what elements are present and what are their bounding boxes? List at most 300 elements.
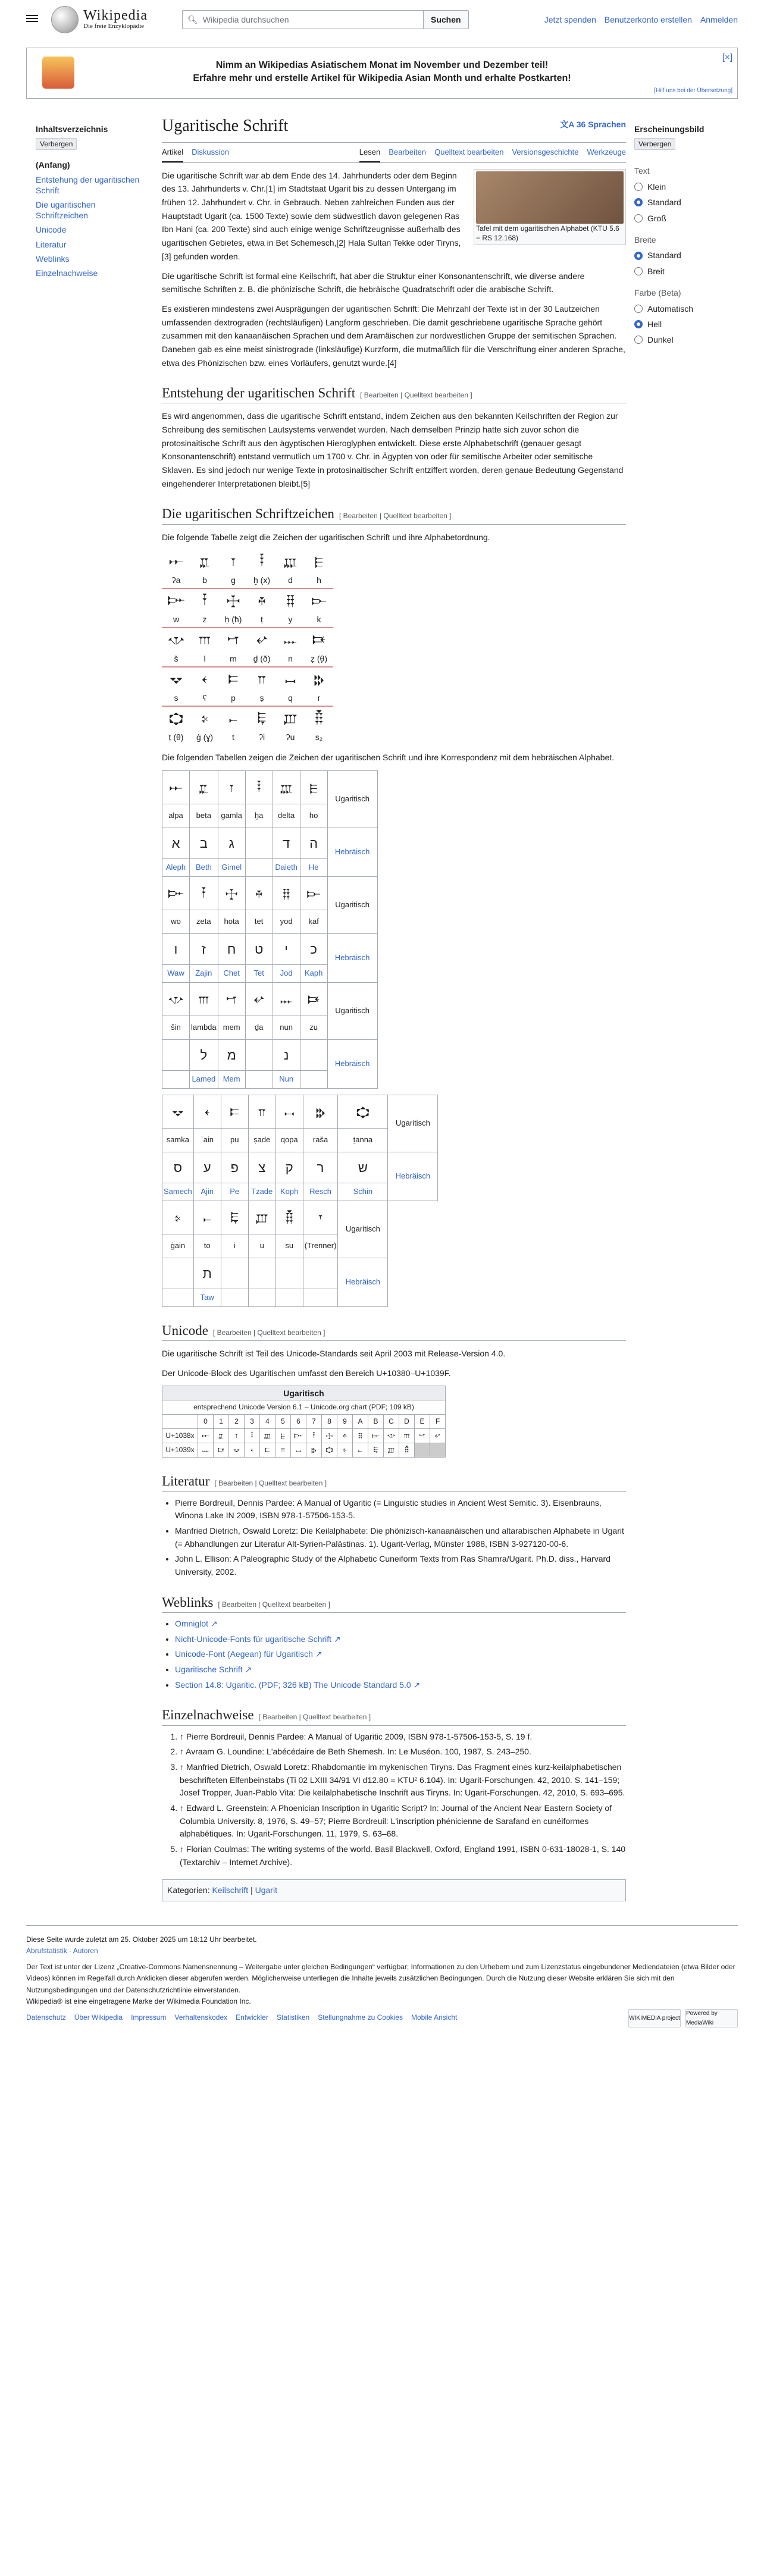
unicode-code-point: 𐎅: [275, 1429, 291, 1443]
sign-transliteration: ẓ (θ̣): [311, 654, 327, 664]
unicode-code-point: [415, 1443, 430, 1458]
hebrew-letter-cell: ב: [190, 828, 218, 858]
ugaritic-cell: 𐎛: [221, 1201, 248, 1234]
hebrew-name-link: [245, 1070, 273, 1088]
hebrew-name-link[interactable]: Chet: [218, 964, 245, 982]
external-link-icon: ↗: [208, 1618, 218, 1628]
reference-item: 1. ↑ Pierre Bordreuil, Dennis Pardee: A Manual of Ugaritic 2009, ISBN 978-1-57506-153-5, S. 19 f.: [180, 1731, 626, 1744]
banner-close-button[interactable]: [×]: [722, 52, 732, 62]
unicode-code-point: 𐎀: [198, 1429, 214, 1443]
sign-transliteration: g: [231, 575, 236, 585]
unicode-block-title: Ugaritisch: [162, 1386, 446, 1400]
ugaritic-cell: 𐎆: [162, 876, 190, 910]
sign-name-cell: (Trenner): [303, 1234, 338, 1258]
page-tabs: [162, 145, 626, 163]
ugaritic-sign: 𐎊: [286, 593, 295, 609]
hebrew-name-link[interactable]: Zajin: [190, 964, 218, 982]
sign-transliteration: d: [288, 575, 293, 585]
ugaritic-sign: 𐎕: [257, 671, 267, 688]
weblink-item: [175, 1663, 626, 1676]
ugaritic-sign: 𐎗: [314, 671, 324, 688]
sign-name-cell: nun: [273, 1016, 300, 1039]
mediawiki-badge[interactable]: Powered by MediaWiki: [685, 2009, 738, 2027]
wikipedia-logo[interactable]: [51, 6, 148, 33]
hebrew-name-link[interactable]: Pe: [221, 1183, 248, 1201]
sign-name-cell: qopa: [275, 1128, 303, 1152]
hebrew-letter-cell: ע: [193, 1152, 221, 1183]
external-link[interactable]: Ugaritische Schrift ↗: [175, 1665, 252, 1675]
row-label-ugaritic: Ugaritisch: [388, 1095, 438, 1152]
ugaritic-sign: 𐎜: [283, 710, 298, 727]
unicode-code-point: 𐎕: [275, 1443, 291, 1458]
literature-item: • John L. Ellison: A Paleographic Study of the Alphabetic Cuneiform Texts from Ras Shamra/Ugarit. Ph.D. diss., Harvard University, 2002.: [175, 1553, 626, 1578]
row-label-ugaritic: Ugaritisch: [327, 876, 377, 933]
license-text: Der Text ist unter der Lizenz „Creative-Commons Namensnennung – Weitergabe unter gleichen Bedingungen“ verfügbar; Informationen zu den Urhebern und zum Lizenzstatus eingebundener Mediendateien (etwa Bilder oder Videos) können im Regelfall durch Anklicken dieser abgerufen werden. Möglicherweise unterliegen die Inhalte jeweils zusätzlichen Bedingungen. Durch die Nutzung dieser Website erklären Sie sich mit den Nutzungsbedingungen und der Datenschutzrichtlinie einverstanden.: [26, 1963, 735, 1994]
unicode-column-header: 4: [260, 1415, 275, 1429]
unicode-code-point: 𐎛: [368, 1443, 384, 1458]
unicode-code-point: 𐎈: [322, 1429, 337, 1443]
ugaritic-sign: 𐎂: [230, 553, 236, 570]
sign-transliteration: ṯ (θ): [168, 732, 184, 742]
toc-item-signs[interactable]: Die ugaritischen Schriftzeichen: [36, 199, 96, 221]
sign-name-cell: gamla: [218, 804, 245, 828]
hebrew-letter-cell: פ: [221, 1152, 248, 1183]
ugaritic-sign: 𐎅: [314, 553, 324, 570]
ugaritic-cell: 𐎘: [338, 1095, 388, 1128]
sign-name-cell: su: [275, 1234, 303, 1258]
hebrew-letter-cell: [300, 1039, 327, 1070]
sign-name-cell: ḏa: [245, 1016, 273, 1039]
asian-month-logo: [42, 57, 74, 89]
unicode-column-header: E: [415, 1415, 430, 1429]
ugaritic-cell: 𐎜: [248, 1201, 275, 1234]
sign-name-cell: mem: [218, 1016, 245, 1039]
ugaritic-sign: 𐎄: [283, 553, 298, 570]
reference-item: 3. ↑ Manfried Dietrich, Oswald Loretz: Rhabdomantie im mykenischen Tiryns. Das Fragment eines kurz-keilalphabetischen beschrifteten Elfenbeinstabs (Ti 02 LXIII 34/91 VI d12.80 = KTU² 6.104). In: Ugarit-Forschungen. 42, 2010. S. 141–159; Josef Tropper, Juan-Pablo Vita: Die keilalphabetische Inschrift aus Tiryns. In: Ugarit-Forschungen. 42, 2010, S. 693–695.: [180, 1761, 626, 1800]
sign-transliteration: n: [288, 654, 293, 664]
stats-links[interactable]: Abrufstatistik · Autoren: [26, 1947, 98, 1955]
sign-transliteration: b: [202, 575, 207, 585]
sign-transliteration: ʔa: [171, 575, 181, 585]
login-link[interactable]: Anmelden: [700, 15, 738, 24]
create-account-link[interactable]: Benutzerkonto erstellen: [604, 15, 692, 24]
wikimedia-badge[interactable]: WIKIMEDIA project: [628, 2009, 681, 2027]
unicode-code-point: 𐎙: [337, 1443, 353, 1458]
hebrew-name-link: [248, 1289, 275, 1306]
section-heading-unicode: Unicode [ Bearbeiten | Quelltext bearbeiten ]: [162, 1321, 626, 1341]
hebrew-letter-cell: א: [162, 828, 190, 858]
thumbnail-figure: [474, 169, 626, 245]
text-size-small-radio[interactable]: Klein: [634, 180, 747, 193]
main-menu-icon[interactable]: [26, 13, 38, 25]
sign-table: [162, 550, 626, 745]
sign-transliteration: h: [317, 575, 321, 585]
row-label-hebrew: Hebräisch: [338, 1258, 388, 1306]
unicode-block-table: [162, 1386, 446, 1458]
sign-transliteration: s: [174, 693, 179, 703]
category-link[interactable]: Keilschrift: [212, 1885, 249, 1895]
hebrew-letter-cell: כ: [300, 933, 327, 964]
ugaritic-cell: 𐎍: [190, 982, 218, 1016]
hebrew-name-link: [300, 1070, 327, 1088]
ugaritic-cell: 𐎟: [303, 1201, 338, 1234]
sign-transliteration: s₂: [315, 732, 323, 742]
sign-transliteration: r: [317, 693, 321, 703]
sign-name-cell: ṣade: [248, 1128, 275, 1152]
sign-name-cell: delta: [273, 804, 300, 828]
footer-link[interactable]: Über Wikipedia: [74, 2013, 123, 2022]
unicode-code-point: 𐎋: [368, 1429, 384, 1443]
external-link[interactable]: Section 14.8: Ugaritic. (PDF; 326 kB) The Unicode Standard 5.0 ↗: [175, 1679, 421, 1690]
width-label: Breite: [634, 234, 656, 245]
hebrew-name-link[interactable]: Beth: [190, 858, 218, 876]
unicode-code-point: 𐎂: [229, 1429, 245, 1443]
edit-section-link[interactable]: [ Bearbeiten | Quelltext bearbeiten ]: [360, 391, 472, 400]
tab-article[interactable]: Artikel: [162, 146, 183, 162]
tab-discussion[interactable]: Diskussion: [192, 148, 229, 156]
hebrew-name-link: [303, 1289, 338, 1306]
unicode-block-subtitle: entsprechend Unicode Version 6.1 – Unicode.org chart (PDF; 109 kB): [162, 1400, 446, 1415]
hebrew-letter-cell: [245, 1039, 273, 1070]
search-input[interactable]: [182, 10, 424, 29]
hebrew-name-link[interactable]: Gimel: [218, 858, 245, 876]
signs-after: Die folgenden Tabellen zeigen die Zeichen der ugaritischen Schrift und ihre Korrespondenz mit dem hebräischen Alphabet.: [162, 753, 615, 763]
tab-read[interactable]: Lesen: [359, 146, 380, 162]
unicode-code-point: 𐎄: [260, 1429, 275, 1443]
ugaritic-sign: 𐎇: [202, 593, 208, 609]
unicode-column-header: D: [399, 1415, 415, 1429]
sign-name-cell: tet: [245, 910, 273, 933]
edit-section-link[interactable]: [ Bearbeiten | Quelltext bearbeiten ]: [339, 512, 452, 521]
sign-name-cell: kaf: [300, 910, 327, 933]
row-label-ugaritic: Ugaritisch: [327, 982, 377, 1039]
toc-hide-button[interactable]: Verbergen: [36, 138, 77, 150]
footer-link[interactable]: Verhaltenskodex: [174, 2013, 228, 2022]
hebrew-name-link[interactable]: Mem: [218, 1070, 245, 1088]
row-label-hebrew: Hebräisch: [327, 828, 377, 876]
globe-icon: [51, 6, 79, 33]
weblink-item: [175, 1633, 626, 1646]
hebrew-name-link[interactable]: Schin: [338, 1183, 388, 1201]
unicode-code-point: 𐎆: [291, 1429, 306, 1443]
footer-link[interactable]: Statistiken: [276, 2013, 310, 2022]
search-button[interactable]: Suchen: [424, 10, 469, 29]
hebrew-name-link[interactable]: Waw: [162, 964, 190, 982]
hebrew-letter-cell: ד: [273, 828, 300, 858]
ugaritic-sign: 𐎌: [168, 632, 184, 648]
unicode-code-point: 𐎊: [353, 1429, 368, 1443]
correspondence-table: [162, 1095, 438, 1307]
toc-item-references[interactable]: Einzelnachweise: [36, 268, 98, 278]
row-label-ugaritic: Ugaritisch: [338, 1201, 388, 1258]
unicode-code-point: 𐎁: [214, 1429, 229, 1443]
hebrew-letter-cell: ת: [193, 1258, 221, 1289]
unicode-column-header: 6: [291, 1415, 306, 1429]
sign-transliteration: ṣ: [259, 693, 264, 703]
sign-transliteration: q: [288, 693, 293, 703]
hebrew-letter-cell: ו: [162, 933, 190, 964]
ugaritic-cell: 𐎎: [218, 982, 245, 1016]
sign-transliteration: y: [288, 615, 293, 625]
ugaritic-cell: 𐎓: [193, 1095, 221, 1128]
unicode-code-point: 𐎔: [260, 1443, 275, 1458]
unicode-row-label: U+1039x: [162, 1443, 198, 1458]
toc-item-origin[interactable]: Entstehung der ugaritischen Schrift: [36, 174, 140, 195]
edit-section-link[interactable]: [ Bearbeiten | Quelltext bearbeiten ]: [212, 1328, 325, 1337]
hebrew-letter-cell: [162, 1258, 194, 1289]
color-label: Farbe (Beta): [634, 288, 681, 298]
hebrew-letter-cell: [221, 1258, 248, 1289]
ugaritic-cell: 𐎊: [273, 876, 300, 910]
text-size-large-radio[interactable]: Groß: [634, 212, 747, 225]
unicode-paragraph-1: Die ugaritische Schrift ist Teil des Unicode-Standards seit April 2003 mit Release-Version 4.0.: [162, 1349, 506, 1359]
text-size-label: Text: [634, 166, 650, 176]
sign-transliteration: š: [174, 654, 179, 664]
hebrew-name-link[interactable]: Nun: [273, 1070, 300, 1088]
categories-label: Kategorien:: [167, 1885, 210, 1895]
translate-help-link[interactable]: [Hilf uns bei der Übersetzung]: [654, 87, 732, 94]
intro-paragraph-1: Die ugaritische Schrift war ab dem Ende des 14. Jahrhunderts oder dem Beginn des 13. Jahrhunderts v. Chr.[1] im Stadtstaat Ugarit bis zu dessen Untergang im frühen 12. Jahrhundert v. Chr. in Gebrauch. Neben zahlreichen Funden aus der Hauptstadt Ugarit (ca. 1500 Texte) sowie dem südwestlich davon gelegenen Ras Ibn Hani (ca. 200 Texte) sind auch einige wenige Schriftzeugnisse außerhalb des ugaritischen Gebietes, etwa in Bet Schemesch,[2] Hala Sultan Tekke oder Tiryns,[3] gefunden worden.: [162, 170, 461, 261]
toc-item-start[interactable]: (Anfang): [36, 160, 70, 170]
hebrew-letter-cell: ל: [190, 1039, 218, 1070]
tab-tools[interactable]: Werkzeuge: [587, 148, 626, 156]
external-link[interactable]: Unicode-Font (Aegean) für Ugaritisch ↗: [175, 1649, 322, 1659]
main-content: [162, 99, 626, 1901]
sign-transliteration: p: [231, 693, 236, 703]
hebrew-name-link[interactable]: Resch: [303, 1183, 338, 1201]
row-divider: [162, 627, 333, 628]
ugaritic-sign: 𐎔: [228, 671, 239, 688]
sign-name-cell: zu: [300, 1016, 327, 1039]
correspondence-table: [162, 770, 378, 1089]
external-link[interactable]: Omniglot ↗: [175, 1618, 218, 1628]
site-header: [0, 0, 764, 40]
hebrew-letter-cell: ס: [162, 1152, 194, 1183]
sign-name-cell: to: [193, 1234, 221, 1258]
hebrew-name-link[interactable]: Taw: [193, 1289, 221, 1306]
literature-item: • Pierre Bordreuil, Dennis Pardee: A Manual of Ugaritic (= Linguistic studies in Ancient West Semitic. 3). Eisenbrauns, Winona Lake IN 2009, ISBN 978-1-57506-153-5.: [175, 1497, 626, 1522]
ugaritic-sign: 𐎀: [168, 553, 184, 570]
ugaritic-sign: 𐎈: [226, 593, 240, 609]
tab-edit-source[interactable]: Quelltext bearbeiten: [434, 148, 504, 156]
unicode-column-header: 9: [337, 1415, 353, 1429]
ugaritic-cell: 𐎈: [218, 876, 245, 910]
ugaritic-cell: 𐎒: [162, 1095, 194, 1128]
sign-transliteration: ṭ: [261, 615, 263, 625]
unicode-code-point: 𐎑: [214, 1443, 229, 1458]
color-dark-radio[interactable]: Dunkel: [634, 333, 747, 346]
footer-link[interactable]: Impressum: [131, 2013, 167, 2022]
sign-transliteration: ʔu: [286, 732, 295, 742]
row-divider: [162, 588, 333, 589]
edit-section-link[interactable]: [ Bearbeiten | Quelltext bearbeiten ]: [218, 1600, 330, 1609]
text-size-standard-radio[interactable]: Standard: [634, 196, 747, 209]
ugaritic-cell: 𐎑: [300, 982, 327, 1016]
references-list: [162, 1731, 626, 1869]
hebrew-letter-cell: ק: [275, 1152, 303, 1183]
sign-name-cell: ṯanna: [338, 1128, 388, 1152]
sign-transliteration: w: [173, 615, 180, 625]
external-link-icon: ↗: [312, 1649, 322, 1659]
ugaritic-sign: 𐎐: [283, 632, 298, 648]
article-body: [162, 169, 626, 1901]
unicode-code-point: 𐎚: [353, 1443, 368, 1458]
hebrew-letter-cell: צ: [248, 1152, 275, 1183]
color-auto-radio[interactable]: Automatisch: [634, 302, 747, 315]
tablet-image[interactable]: [476, 171, 624, 224]
wordmark: Wikipedia: [83, 8, 148, 24]
unicode-column-header: A: [353, 1415, 368, 1429]
ugaritic-sign: 𐎛: [257, 710, 267, 727]
hebrew-name-link[interactable]: Tet: [245, 964, 273, 982]
unicode-code-point: 𐎉: [337, 1429, 353, 1443]
ugaritic-cell: 𐎝: [275, 1201, 303, 1234]
intro-paragraph-3: Es existieren mindestens zwei Ausprägungen der ugaritischen Schrift: Die Mehrzahl der Texte ist in der 30 Lautzeichen umfassenden dextrograden (rechtsläufigen) Langform geschrieben. Die damit geschriebene ugaritische Sprache gehört zusammen mit den kanaanäischen Sprachen und dem Aramäischen zur nordwestlichen Gruppe der semitischen Sprachen. Daneben gab es eine meist sinistrograde (linksläufige) Kurzform, die mutmaßlich für die Verschriftung einer anderen Sprache, etwa des Phönizischen bzw. eines Vorläufers, genutzt wurde.[4]: [162, 303, 625, 368]
translate-icon: 文A: [560, 120, 577, 129]
sign-name-cell: wo: [162, 910, 190, 933]
sign-name-cell: pu: [221, 1128, 248, 1152]
ugaritic-sign: 𐎉: [258, 593, 266, 609]
external-link-icon: ↗: [242, 1665, 252, 1675]
unicode-code-point: 𐎜: [384, 1443, 399, 1458]
footer-badges: [26, 2009, 738, 2027]
footer-link[interactable]: Datenschutz: [26, 2013, 66, 2022]
unicode-column-header: 2: [229, 1415, 245, 1429]
hebrew-name-link[interactable]: Aleph: [162, 858, 190, 876]
sign-name-cell: ġain: [162, 1234, 194, 1258]
ugaritic-cell: 𐎕: [248, 1095, 275, 1128]
correspondence-tables: [162, 770, 626, 1307]
hebrew-name-link: [162, 1289, 194, 1306]
ugaritic-sign: 𐎆: [167, 593, 185, 609]
category-link[interactable]: Ugarit: [255, 1885, 277, 1895]
external-link-icon: ↗: [411, 1679, 421, 1690]
hebrew-name-link[interactable]: Lamed: [190, 1070, 218, 1088]
width-standard-radio[interactable]: Standard: [634, 249, 747, 262]
hebrew-letter-cell: [248, 1258, 275, 1289]
appearance-hide-button[interactable]: Verbergen: [634, 138, 675, 150]
row-divider: [162, 666, 333, 667]
footer-link[interactable]: Stellungnahme zu Cookies: [318, 2013, 403, 2022]
unicode-column-header: [162, 1415, 198, 1429]
hebrew-letter-cell: ג: [218, 828, 245, 858]
hebrew-name-link[interactable]: Samech: [162, 1183, 194, 1201]
sign-name-cell: u: [248, 1234, 275, 1258]
donate-link[interactable]: Jetzt spenden: [544, 15, 596, 24]
unicode-code-point: 𐎏: [430, 1429, 446, 1443]
hebrew-name-link[interactable]: Tzade: [248, 1183, 275, 1201]
ugaritic-sign: 𐎍: [198, 632, 211, 648]
sign-transliteration: t: [232, 732, 234, 742]
hebrew-name-link[interactable]: Daleth: [273, 858, 300, 876]
reference-item: 5. ↑ Florian Coulmas: The writing systems of the world. Basil Blackwell, Oxford, England 1991, ISBN 0-631-18028-1, S. 140 (Textarchiv – Internet Archive).: [180, 1843, 626, 1869]
ugaritic-sign: 𐎝: [315, 710, 323, 727]
sign-transliteration: l: [203, 654, 206, 664]
weblink-item: [175, 1679, 626, 1692]
unicode-paragraph-2: Der Unicode-Block des Ugaritischen umfasst den Bereich U+10380–U+1039F.: [162, 1368, 451, 1378]
page-footer: [26, 1925, 738, 2027]
hebrew-name-link: [162, 1070, 190, 1088]
sign-name-cell: šin: [162, 1016, 190, 1039]
unicode-column-header: 0: [198, 1415, 214, 1429]
ugaritic-cell: 𐎄: [273, 770, 300, 804]
row-label-hebrew: Hebräisch: [327, 1039, 377, 1088]
hebrew-name-link[interactable]: Jod: [273, 964, 300, 982]
hebrew-name-link[interactable]: Koph: [275, 1183, 303, 1201]
ugaritic-sign: 𐎁: [199, 553, 210, 570]
edit-section-link[interactable]: [ Bearbeiten | Quelltext bearbeiten ]: [258, 1713, 371, 1722]
row-label-hebrew: Hebräisch: [388, 1152, 438, 1201]
sign-name-cell: lambda: [190, 1016, 218, 1039]
ugaritic-sign: 𐎖: [284, 671, 296, 688]
unicode-code-point: 𐎎: [415, 1429, 430, 1443]
site-notice-banner: [26, 48, 738, 99]
sign-transliteration: ḫ (x): [253, 575, 270, 585]
sign-transliteration: ḥ (ħ): [224, 615, 242, 625]
sign-name-cell: samka: [162, 1128, 194, 1152]
weblink-item: [175, 1618, 626, 1631]
width-wide-radio[interactable]: Breit: [634, 265, 747, 278]
ugaritic-cell: 𐎋: [300, 876, 327, 910]
sign-name-cell: ʿain: [193, 1128, 221, 1152]
thumbnail-caption: Tafel mit dem ugaritischen Alphabet (KTU 5.6 = RS 12.168): [476, 224, 619, 242]
hebrew-name-link[interactable]: Ajin: [193, 1183, 221, 1201]
appearance-panel: [634, 123, 747, 349]
page-title: Ugaritische Schrift 文A 36 Sprachen: [162, 113, 626, 143]
banner-line-2: Erfahre mehr und erstelle Artikel für Wikipedia Asian Month und erhalte Postkarten!: [193, 73, 571, 83]
literature-item: • Manfried Dietrich, Oswald Loretz: Die Keilalphabete: Die phönizisch-kanaanäischen und altarabischen Alphabete in Ugarit (= Abhandlungen zur Literatur Alt-Syrien-Palästinas. 1). Ugarit-Verlag, Münster 1988, ISBN 3-927120-00-6.: [175, 1525, 626, 1550]
sign-name-cell: ho: [300, 804, 327, 828]
hebrew-letter-cell: מ: [218, 1039, 245, 1070]
toc-item-literature[interactable]: Literatur: [36, 239, 67, 249]
unicode-code-point: [430, 1443, 446, 1458]
edit-section-link[interactable]: [ Bearbeiten | Quelltext bearbeiten ]: [214, 1479, 327, 1488]
reference-item: 2. ↑ Avraam G. Loundine: L'abécédaire de Beth Shemesh. In: Le Muséon. 100, 1987, S. 243–250.: [180, 1745, 626, 1759]
language-button[interactable]: 文A 36 Sprachen: [560, 120, 626, 129]
section-heading-references: Einzelnachweise [ Bearbeiten | Quelltext bearbeiten ]: [162, 1706, 626, 1725]
sign-transliteration: ġ (ɣ): [196, 732, 213, 742]
footer-link[interactable]: Mobile Ansicht: [411, 2013, 458, 2022]
hebrew-letter-cell: ש: [338, 1152, 388, 1183]
toc-item-weblinks[interactable]: Weblinks: [36, 253, 70, 264]
hebrew-letter-cell: נ: [273, 1039, 300, 1070]
hebrew-letter-cell: ט: [245, 933, 273, 964]
ugaritic-cell: 𐎗: [303, 1095, 338, 1128]
hebrew-name-link[interactable]: He: [300, 858, 327, 876]
footer-link[interactable]: Entwickler: [236, 2013, 268, 2022]
ugaritic-cell: 𐎐: [273, 982, 300, 1016]
toc-item-unicode[interactable]: Unicode: [36, 225, 67, 235]
color-light-radio[interactable]: Hell: [634, 318, 747, 331]
tab-edit[interactable]: Bearbeiten: [389, 148, 427, 156]
ugaritic-cell: 𐎏: [245, 982, 273, 1016]
unicode-column-header: 7: [306, 1415, 322, 1429]
unicode-column-header: F: [430, 1415, 446, 1429]
tab-history[interactable]: Versionsgeschichte: [512, 148, 579, 156]
hebrew-letter-cell: [162, 1039, 190, 1070]
unicode-column-header: 3: [245, 1415, 260, 1429]
unicode-column-header: B: [368, 1415, 384, 1429]
unicode-code-point: 𐎖: [291, 1443, 306, 1458]
hebrew-letter-cell: ה: [300, 828, 327, 858]
hebrew-name-link[interactable]: Kaph: [300, 964, 327, 982]
row-label-hebrew: Hebräisch: [327, 933, 377, 982]
unicode-code-point: 𐎗: [306, 1443, 322, 1458]
sign-name-cell: hota: [218, 910, 245, 933]
ugaritic-cell: 𐎌: [162, 982, 190, 1016]
external-link[interactable]: Nicht-Unicode-Fonts für ugaritische Schrift ↗: [175, 1634, 341, 1644]
unicode-code-point: 𐎒: [229, 1443, 245, 1458]
